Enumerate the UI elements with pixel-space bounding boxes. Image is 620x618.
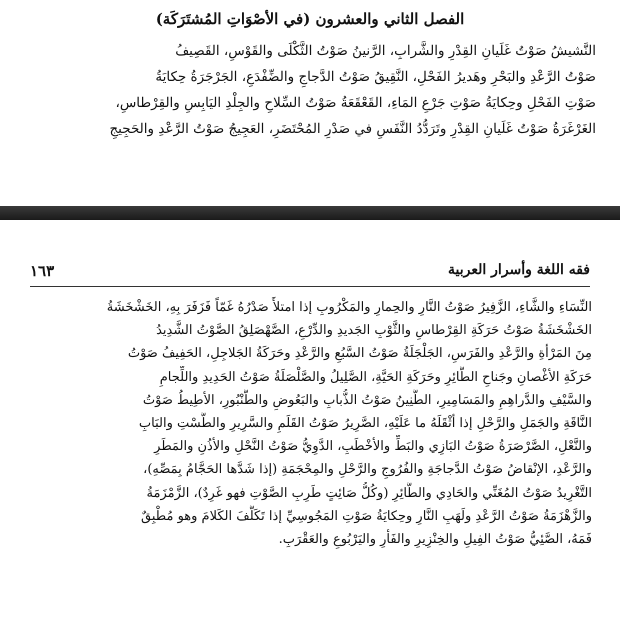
text-line: والسَّيْفِ والدَّراهِمِ والمَسَامِيرِ، الطَّنِينُ صَوْتُ الذُّبابِ والبَعُوضِ والطُّنْبُورِ، الأطِيطُ صَوْتُ bbox=[142, 392, 592, 408]
text-line: فَمَهُ، الصَّئِيُّ صَوْتُ الفِيلِ والخِنْزِيرِ والفَأرِ واليَرْبُوعِ والعَقْرَبِ. bbox=[278, 532, 592, 548]
text-line: والنَّعْلِ، الصَّرْصَرَةُ صَوْتُ البَازِي والبَطِّ والأخْطَبِ، الدَّوِيُّ صَوْتُ النَّحْلِ والأذُنِ والمَطَرِ bbox=[154, 439, 592, 455]
page-separator bbox=[0, 206, 620, 220]
text-line: مِنَ المَرْأةِ والرَّعْدِ والفَرَسِ، الجَلْجَلَةُ صَوْتُ السَّبُعِ والرَّعْدِ وحَرَكَةُ الجَلاجِلِ، الحَفِيفُ صَوْتُ bbox=[127, 346, 592, 362]
running-title: فقه اللغة وأسرار العربية bbox=[448, 262, 590, 278]
lower-page-text bbox=[30, 296, 592, 551]
text-line: صَوْتِ الفَحْلِ وحِكايَةُ صَوْتِ جَرْعِ المَاءِ، القَعْقَعَةُ صَوْتُ السِّلاحِ والجِلْدِ اليَابِسِ والقِرْطاسِ، bbox=[115, 95, 596, 111]
text-line: الخَشْخَشَةُ صَوْتُ حَرَكَةِ القِرْطاسِ والثَّوْبِ الجَديدِ والدِّرْعِ، الصَّهْصَلِقُ الصَّوْتُ الشَّدِيدُ bbox=[156, 323, 592, 339]
text-line: حَرَكَةِ الأغْصانِ وجَناحِ الطَّائِرِ وحَرَكَةِ الحَيَّةِ، الصَّلِيلُ والصَّلْصَلَةُ صَوْتُ الحَدِيدِ واللِّجامِ bbox=[159, 369, 592, 385]
text-line: النَّشيشُ صَوْتُ غَلَيانِ القِدْرِ والشَّرابِ، الرَّنينُ صَوْتُ الثَّكْلَى والقَوْسِ، القَصِيفُ bbox=[175, 43, 596, 59]
text-line: التَّغْرِيدُ صَوْتُ المُغَنِّي والحَادِي والطَّائِرِ (وكُلُّ صَائِتٍ طَرِبِ الصَّوْتِ فهو غَرِدٌ)، الزَّمْزَمَةُ bbox=[146, 485, 592, 501]
page-number: ١٦٣ bbox=[30, 262, 55, 280]
text-line: النَّاقَةِ والجَمَلِ والرَّحْلِ إذا أثْقَلَهُ ما عَلَيْهِ، الصَّرِيرُ صَوْتُ القَلَمِ والسَّرِيرِ والطَّسْتِ والبَابِ bbox=[138, 416, 592, 432]
chapter-title: الفصل الثاني والعشرون (في الأصْوَاتِ المُشتَرَكَة) bbox=[155, 10, 465, 28]
header-rule bbox=[30, 286, 590, 287]
upper-page-text bbox=[36, 38, 596, 142]
text-line: الغَرْغَرَةُ صَوْتُ غَلَيانِ القِدْرِ وتَرَدُّدُ النَّفَسِ في صَدْرِ المُحْتَضَرِ، العَجِيجُ صَوْتُ الرَّعْدِ والحَجِيجِ bbox=[109, 121, 596, 137]
text-line: النِّسَاءِ والشَّاءِ، الزَّفِيرُ صَوْتُ النَّارِ والحِمارِ والمَكْرُوبِ إذا امتلأَ صَدْرُهُ غَمّاً فَزَفَرَ بِهِ، الخَشْخَشَةُ bbox=[106, 300, 592, 315]
text-line: والزَّهْزَمَةُ صَوْتُ الرَّعْدِ ولَهَبِ النَّارِ وحِكايَةُ صَوْتِ المَجُوسِيِّ إذا تَكَلَّفَ الكَلامَ وهو مُطْبِقٌ bbox=[141, 508, 592, 524]
text-line: والرَّعْدِ، الإنْقاضُ صَوْتُ الدَّجاجَةِ والفُرُوجِ والرَّحْلِ والمِحْجَمَةِ (إذا شَدَّها الحَجَّامُ بِمَصِّهِ)، bbox=[143, 462, 592, 478]
text-line: صَوْتُ الرَّعْدِ والبَحْرِ وهَديرُ الفَحْلِ، النَّقِيقُ صَوْتُ الدَّجاجِ والضِّفْدَعِ، الجَرْجَرَةُ حِكايَةُ bbox=[155, 69, 596, 85]
running-header bbox=[30, 262, 590, 284]
